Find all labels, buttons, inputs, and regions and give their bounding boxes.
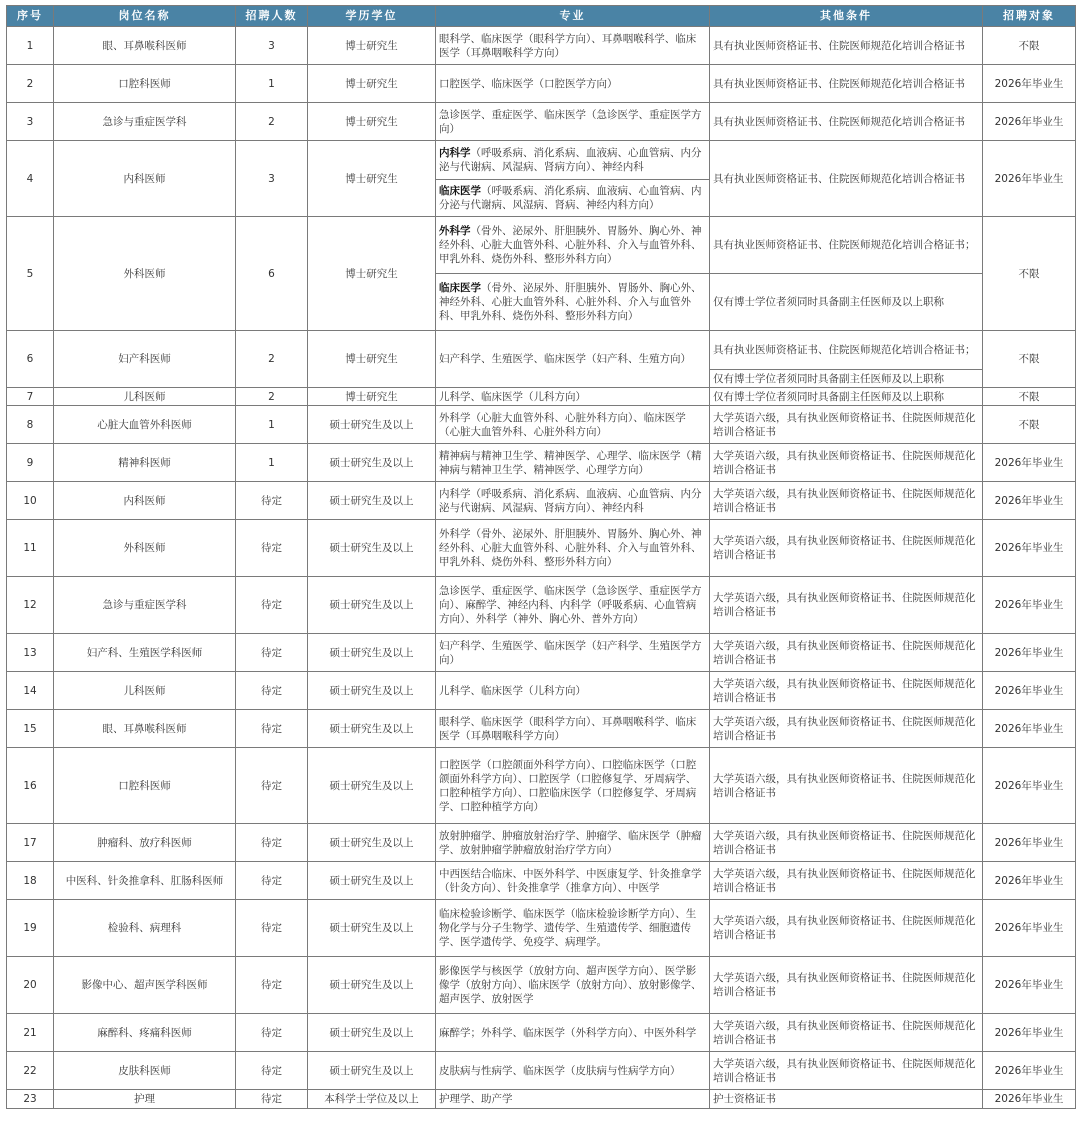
cell-no: 3 [7,103,54,141]
cell-education: 硕士研究生及以上 [308,710,436,748]
cell-post: 内科医师 [54,141,236,217]
major-title: 外科学 [439,225,471,237]
table-row [7,748,1076,824]
cell-major: 眼科学、临床医学（眼科学方向）、耳鼻咽喉科学、临床医学（耳鼻咽喉科学方向） [436,710,710,748]
cell-major: 口腔医学、临床医学（口腔医学方向） [436,65,710,103]
cell-conditions: 大学英语六级，具有执业医师资格证书、住院医师规范化培训合格证书 [710,957,983,1014]
cell-target: 2026年毕业生 [983,577,1076,634]
table-row [7,1090,1076,1109]
table-row [7,482,1076,520]
cell-conditions: 护士资格证书 [710,1090,983,1109]
cell-education: 硕士研究生及以上 [308,520,436,577]
cell-target: 2026年毕业生 [983,824,1076,862]
cell-post: 肿瘤科、放疗科医师 [54,824,236,862]
cell-count: 待定 [236,824,308,862]
table-row [7,520,1076,577]
cell-education: 本科学士学位及以上 [308,1090,436,1109]
cell-education: 硕士研究生及以上 [308,1052,436,1090]
cell-no: 19 [7,900,54,957]
cell-target: 2026年毕业生 [983,1090,1076,1109]
cell-education: 博士研究生 [308,65,436,103]
cell-education: 硕士研究生及以上 [308,577,436,634]
cell-post: 妇产科、生殖医学科医师 [54,634,236,672]
cell-conditions: 具有执业医师资格证书、住院医师规范化培训合格证书 [710,141,983,217]
cell-major: 内科学（呼吸系病、消化系病、血液病、心血管病、内分泌与代谢病、风湿病、肾病方向）、神经内科 [436,482,710,520]
table-row [7,217,1076,274]
cell-no: 8 [7,406,54,444]
cell-post: 影像中心、超声医学科医师 [54,957,236,1014]
cell-count: 待定 [236,1014,308,1052]
major-detail: （骨外、泌尿外、肝胆胰外、胃肠外、胸心外、神经外科、心脏大血管外科、心脏外科、介入与血管外科、甲乳外科、烧伤外科、整形外科方向） [439,282,702,322]
cell-education: 博士研究生 [308,388,436,406]
cell-education: 博士研究生 [308,27,436,65]
table-row [7,141,1076,180]
cell-count: 2 [236,331,308,388]
cell-no: 6 [7,331,54,388]
table-row [7,577,1076,634]
cell-count: 待定 [236,710,308,748]
table-row [7,27,1076,65]
table-row [7,1014,1076,1052]
cell-conditions: 大学英语六级，具有执业医师资格证书、住院医师规范化培训合格证书 [710,482,983,520]
header-target: 招聘对象 [983,6,1076,27]
cell-conditions: 大学英语六级，具有执业医师资格证书、住院医师规范化培训合格证书 [710,710,983,748]
cell-post: 眼、耳鼻喉科医师 [54,710,236,748]
cell-major: 放射肿瘤学、肿瘤放射治疗学、肿瘤学、临床医学（肿瘤学、放射肿瘤学肿瘤放射治疗学方向） [436,824,710,862]
cell-education: 硕士研究生及以上 [308,748,436,824]
cell-conditions: 具有执业医师资格证书、住院医师规范化培训合格证书； [710,331,983,370]
cell-no: 23 [7,1090,54,1109]
cell-major: 儿科学、临床医学（儿科方向） [436,388,710,406]
cell-count: 1 [236,406,308,444]
cell-education: 硕士研究生及以上 [308,824,436,862]
cell-conditions: 仅有博士学位者须同时具备副主任医师及以上职称 [710,370,983,388]
cell-conditions: 大学英语六级，具有执业医师资格证书、住院医师规范化培训合格证书 [710,748,983,824]
header-row [7,6,1076,27]
cell-major [436,180,710,217]
cell-target: 不限 [983,27,1076,65]
major-title: 临床医学 [439,185,481,197]
cell-major: 外科学（心脏大血管外科、心脏外科方向）、临床医学（心脏大血管外科、心脏外科方向） [436,406,710,444]
cell-conditions: 大学英语六级，具有执业医师资格证书、住院医师规范化培训合格证书 [710,520,983,577]
cell-target: 2026年毕业生 [983,444,1076,482]
cell-target: 不限 [983,388,1076,406]
cell-conditions: 大学英语六级，具有执业医师资格证书、住院医师规范化培训合格证书 [710,444,983,482]
major-title: 临床医学 [439,282,481,294]
table-row [7,444,1076,482]
cell-no: 11 [7,520,54,577]
cell-no: 9 [7,444,54,482]
cell-target: 2026年毕业生 [983,141,1076,217]
cell-major [436,217,710,274]
cell-major: 护理学、助产学 [436,1090,710,1109]
cell-post: 妇产科医师 [54,331,236,388]
table-row [7,824,1076,862]
cell-major [436,141,710,180]
cell-major: 麻醉学；外科学、临床医学（外科学方向）、中医外科学 [436,1014,710,1052]
header-post: 岗位名称 [54,6,236,27]
cell-education: 硕士研究生及以上 [308,672,436,710]
header-major: 专业 [436,6,710,27]
cell-no: 14 [7,672,54,710]
major-detail: （骨外、泌尿外、肝胆胰外、胃肠外、胸心外、神经外科、心脏大血管外科、心脏外科、介入与血管外科、甲乳外科、烧伤外科、整形外科方向） [439,225,702,265]
cell-post: 急诊与重症医学科 [54,103,236,141]
header-education: 学历学位 [308,6,436,27]
cell-major: 影像医学与核医学（放射方向、超声医学方向）、医学影像学（放射方向）、临床医学（放射方向）、放射影像学、超声医学、放射医学 [436,957,710,1014]
cell-conditions: 大学英语六级，具有执业医师资格证书、住院医师规范化培训合格证书 [710,900,983,957]
cell-conditions: 大学英语六级，具有执业医师资格证书、住院医师规范化培训合格证书 [710,1052,983,1090]
cell-no: 17 [7,824,54,862]
cell-target: 2026年毕业生 [983,748,1076,824]
cell-major: 急诊医学、重症医学、临床医学（急诊医学、重症医学方向）、麻醉学、神经内科、内科学（呼吸系病、心血管病方向）、外科学（神外、胸心外、普外方向） [436,577,710,634]
table-row [7,406,1076,444]
header-conditions: 其他条件 [710,6,983,27]
cell-major: 眼科学、临床医学（眼科学方向）、耳鼻咽喉科学、临床医学（耳鼻咽喉科学方向） [436,27,710,65]
cell-conditions: 大学英语六级，具有执业医师资格证书、住院医师规范化培训合格证书 [710,634,983,672]
cell-count: 待定 [236,862,308,900]
cell-count: 1 [236,65,308,103]
cell-count: 2 [236,388,308,406]
table-row [7,331,1076,370]
cell-no: 21 [7,1014,54,1052]
table-row [7,1052,1076,1090]
cell-count: 3 [236,141,308,217]
cell-conditions: 大学英语六级，具有执业医师资格证书、住院医师规范化培训合格证书 [710,672,983,710]
cell-conditions: 具有执业医师资格证书、住院医师规范化培训合格证书； [710,217,983,274]
cell-target: 2026年毕业生 [983,672,1076,710]
cell-no: 15 [7,710,54,748]
cell-count: 6 [236,217,308,331]
cell-post: 皮肤科医师 [54,1052,236,1090]
cell-conditions: 仅有博士学位者须同时具备副主任医师及以上职称 [710,388,983,406]
cell-education: 硕士研究生及以上 [308,444,436,482]
major-title: 内科学 [439,147,471,159]
cell-target: 不限 [983,331,1076,388]
cell-post: 外科医师 [54,217,236,331]
cell-conditions: 大学英语六级，具有执业医师资格证书、住院医师规范化培训合格证书 [710,406,983,444]
cell-major: 口腔医学（口腔颌面外科学方向）、口腔临床医学（口腔颌面外科学方向）、口腔医学（口腔修复学、牙周病学、口腔种植学方向）、口腔临床医学（口腔修复学、牙周病学、口腔种植学方向） [436,748,710,824]
cell-conditions: 大学英语六级，具有执业医师资格证书、住院医师规范化培训合格证书 [710,1014,983,1052]
major-detail: （呼吸系病、消化系病、血液病、心血管病、内分泌与代谢病、风湿病、肾病方向）、神经内科 [439,147,702,173]
cell-education: 硕士研究生及以上 [308,1014,436,1052]
cell-no: 4 [7,141,54,217]
cell-count: 待定 [236,520,308,577]
cell-no: 2 [7,65,54,103]
cell-count: 待定 [236,748,308,824]
cell-no: 13 [7,634,54,672]
cell-education: 博士研究生 [308,217,436,331]
cell-target: 2026年毕业生 [983,1052,1076,1090]
cell-post: 口腔科医师 [54,65,236,103]
cell-count: 待定 [236,900,308,957]
cell-education: 硕士研究生及以上 [308,957,436,1014]
cell-count: 待定 [236,634,308,672]
cell-no: 20 [7,957,54,1014]
cell-target: 不限 [983,406,1076,444]
cell-major: 急诊医学、重症医学、临床医学（急诊医学、重症医学方向） [436,103,710,141]
cell-target: 不限 [983,217,1076,331]
cell-target: 2026年毕业生 [983,482,1076,520]
cell-post: 精神科医师 [54,444,236,482]
cell-conditions: 具有执业医师资格证书、住院医师规范化培训合格证书 [710,103,983,141]
cell-target: 2026年毕业生 [983,520,1076,577]
cell-count: 3 [236,27,308,65]
cell-post: 麻醉科、疼痛科医师 [54,1014,236,1052]
table-row [7,957,1076,1014]
cell-post: 心脏大血管外科医师 [54,406,236,444]
table-row [7,634,1076,672]
cell-post: 护理 [54,1090,236,1109]
cell-major: 外科学（骨外、泌尿外、肝胆胰外、胃肠外、胸心外、神经外科、心脏大血管外科、心脏外科、介入与血管外科、甲乳外科、烧伤外科、整形外科方向） [436,520,710,577]
cell-conditions: 具有执业医师资格证书、住院医师规范化培训合格证书 [710,65,983,103]
cell-target: 2026年毕业生 [983,65,1076,103]
cell-major [436,274,710,331]
cell-major: 妇产科学、生殖医学、临床医学（妇产科学、生殖医学方向） [436,634,710,672]
cell-target: 2026年毕业生 [983,710,1076,748]
cell-major: 儿科学、临床医学（儿科方向） [436,672,710,710]
cell-conditions: 具有执业医师资格证书、住院医师规范化培训合格证书 [710,27,983,65]
cell-post: 急诊与重症医学科 [54,577,236,634]
cell-major: 皮肤病与性病学、临床医学（皮肤病与性病学方向） [436,1052,710,1090]
table-row [7,672,1076,710]
cell-no: 7 [7,388,54,406]
cell-target: 2026年毕业生 [983,957,1076,1014]
cell-count: 待定 [236,957,308,1014]
cell-education: 硕士研究生及以上 [308,482,436,520]
cell-post: 儿科医师 [54,388,236,406]
cell-education: 硕士研究生及以上 [308,900,436,957]
cell-no: 10 [7,482,54,520]
cell-no: 12 [7,577,54,634]
cell-target: 2026年毕业生 [983,634,1076,672]
cell-major: 临床检验诊断学、临床医学（临床检验诊断学方向）、生物化学与分子生物学、遗传学、生殖遗传学、细胞遗传学、医学遗传学、免疫学、病理学。 [436,900,710,957]
cell-no: 22 [7,1052,54,1090]
recruitment-table [6,5,1076,1109]
cell-target: 2026年毕业生 [983,900,1076,957]
cell-count: 待定 [236,1090,308,1109]
cell-target: 2026年毕业生 [983,862,1076,900]
cell-education: 硕士研究生及以上 [308,406,436,444]
cell-post: 儿科医师 [54,672,236,710]
cell-count: 2 [236,103,308,141]
table-row [7,388,1076,406]
table-row [7,710,1076,748]
cell-conditions: 大学英语六级，具有执业医师资格证书、住院医师规范化培训合格证书 [710,862,983,900]
header-no: 序号 [7,6,54,27]
cell-major: 中西医结合临床、中医外科学、中医康复学、针灸推拿学（针灸方向）、针灸推拿学（推拿方向）、中医学 [436,862,710,900]
cell-count: 待定 [236,672,308,710]
cell-conditions: 仅有博士学位者须同时具备副主任医师及以上职称 [710,274,983,331]
table-row [7,900,1076,957]
cell-count: 待定 [236,482,308,520]
cell-post: 口腔科医师 [54,748,236,824]
cell-conditions: 大学英语六级，具有执业医师资格证书、住院医师规范化培训合格证书 [710,824,983,862]
cell-post: 眼、耳鼻喉科医师 [54,27,236,65]
cell-count: 1 [236,444,308,482]
cell-target: 2026年毕业生 [983,103,1076,141]
cell-no: 16 [7,748,54,824]
table-row [7,103,1076,141]
cell-post: 外科医师 [54,520,236,577]
cell-education: 硕士研究生及以上 [308,634,436,672]
cell-conditions: 大学英语六级，具有执业医师资格证书、住院医师规范化培训合格证书 [710,577,983,634]
cell-education: 博士研究生 [308,103,436,141]
header-count: 招聘人数 [236,6,308,27]
cell-target: 2026年毕业生 [983,1014,1076,1052]
table-row [7,65,1076,103]
cell-no: 1 [7,27,54,65]
cell-post: 中医科、针灸推拿科、肛肠科医师 [54,862,236,900]
cell-education: 博士研究生 [308,331,436,388]
cell-count: 待定 [236,1052,308,1090]
cell-count: 待定 [236,577,308,634]
cell-major: 妇产科学、生殖医学、临床医学（妇产科、生殖方向） [436,331,710,388]
cell-major: 精神病与精神卫生学、精神医学、心理学、临床医学（精神病与精神卫生学、精神医学、心理学方向） [436,444,710,482]
cell-post: 内科医师 [54,482,236,520]
major-detail: （呼吸系病、消化系病、血液病、心血管病、内分泌与代谢病、风湿病、肾病、神经内科方向） [439,185,702,211]
cell-no: 5 [7,217,54,331]
cell-education: 硕士研究生及以上 [308,862,436,900]
cell-no: 18 [7,862,54,900]
cell-post: 检验科、病理科 [54,900,236,957]
cell-education: 博士研究生 [308,141,436,217]
table-row [7,862,1076,900]
